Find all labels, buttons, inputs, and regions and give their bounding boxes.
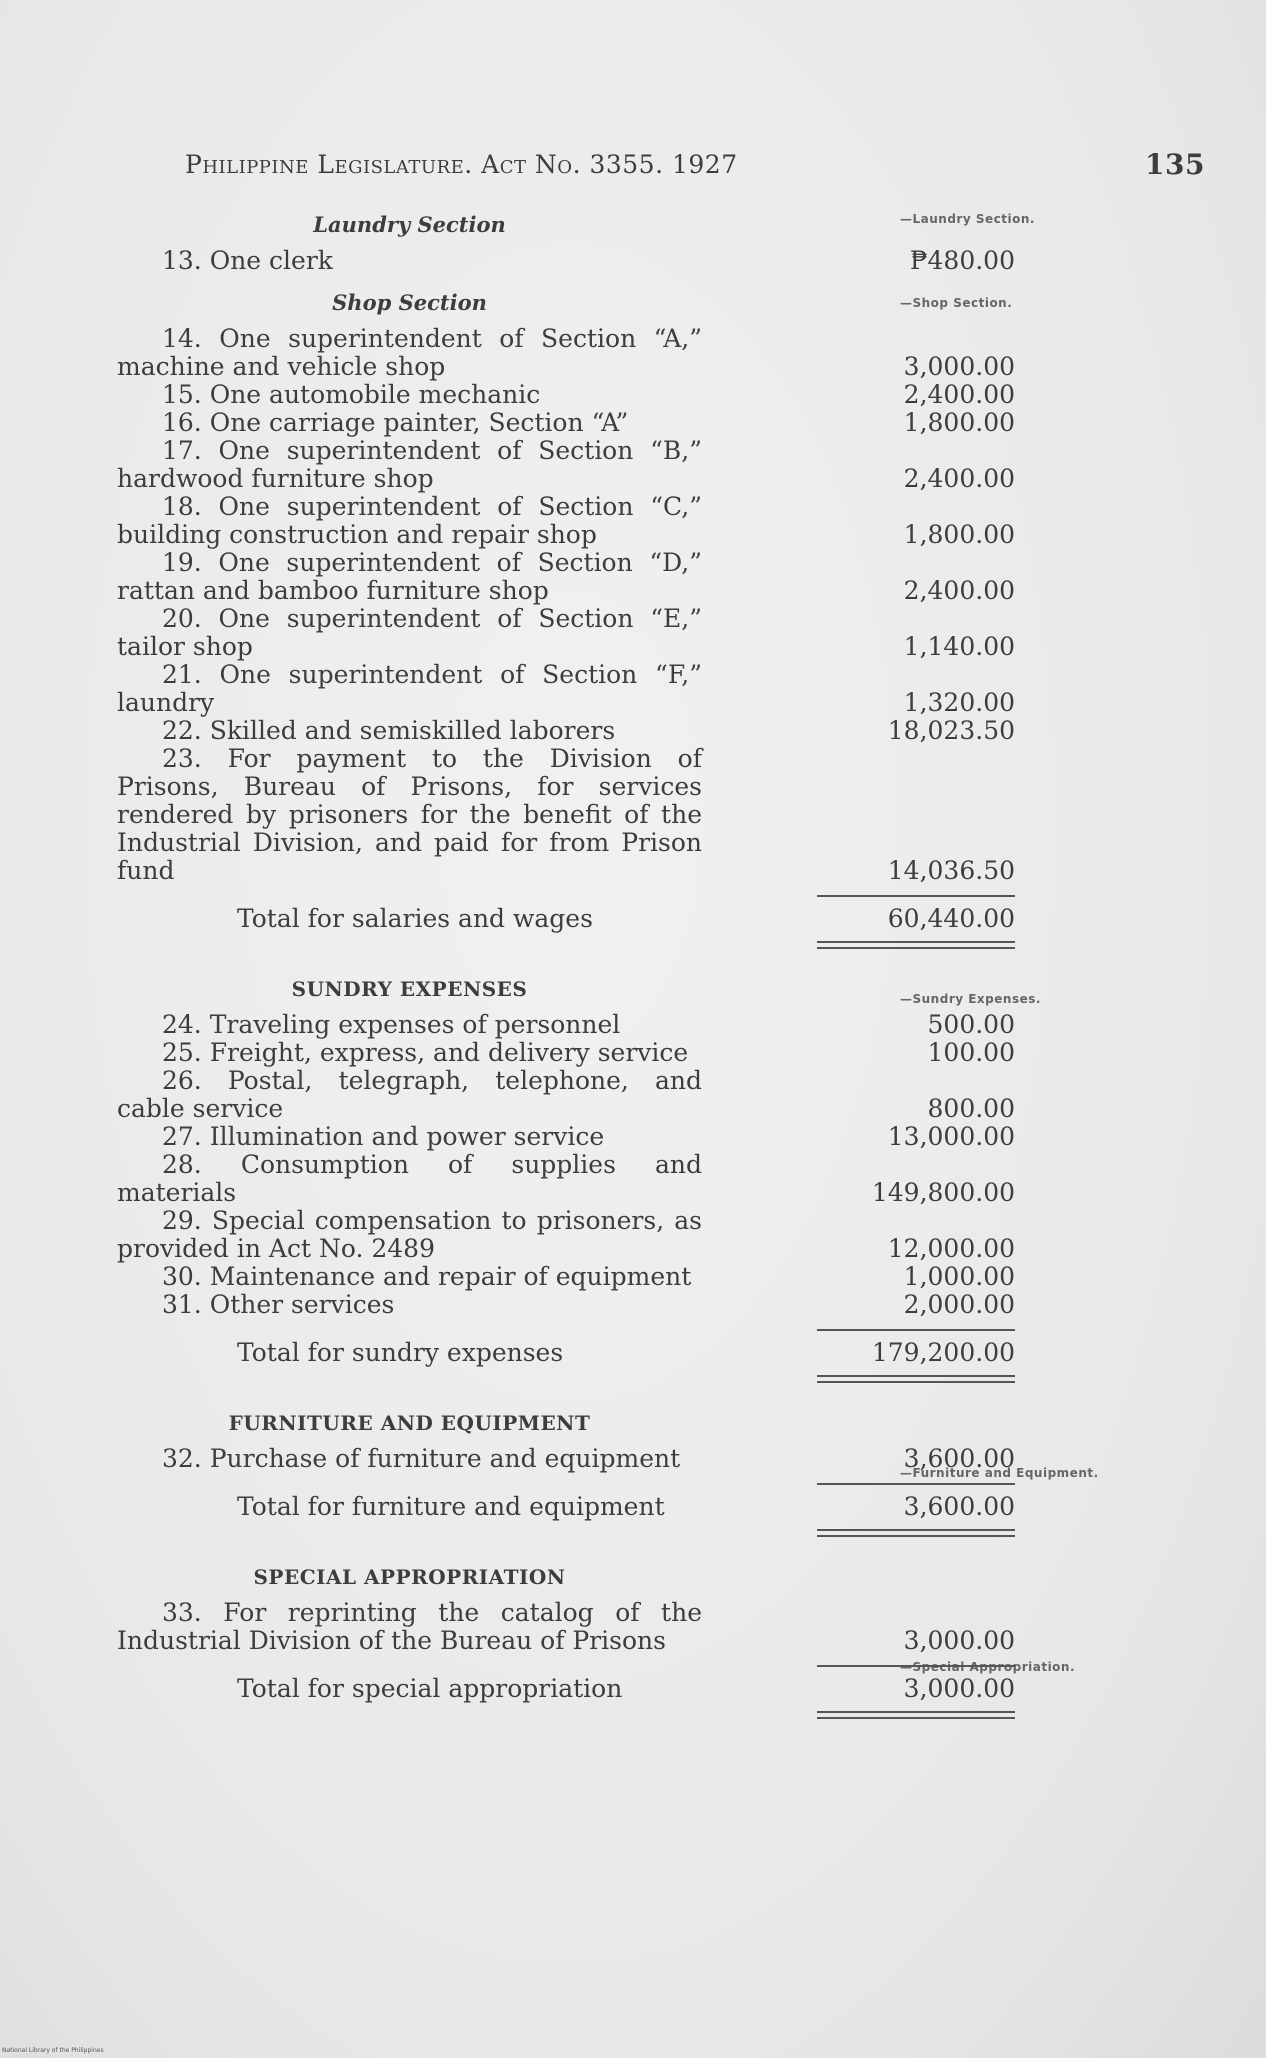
line-item xyxy=(117,1039,1117,1067)
total-label: Total for furniture and equipment xyxy=(237,1492,665,1521)
section-heading-sundry: SUNDRY EXPENSES xyxy=(291,977,528,1001)
total-double-rule xyxy=(817,1711,1015,1719)
total-rule xyxy=(817,895,1015,897)
line-item-amount: 3,000.00 xyxy=(903,352,1015,381)
line-item-amount: 3,000.00 xyxy=(903,1626,1015,1655)
total-amount: 179,200.00 xyxy=(871,1338,1015,1367)
total-row-salaries xyxy=(117,895,1117,931)
line-item-text: 30. Maintenance and repair of equipment xyxy=(162,1262,692,1291)
line-item xyxy=(117,381,1117,409)
line-item xyxy=(117,1207,1117,1263)
line-item-amount: 100.00 xyxy=(927,1038,1015,1067)
line-item xyxy=(117,247,1117,275)
line-item-amount: 12,000.00 xyxy=(887,1234,1015,1263)
total-rule xyxy=(817,1329,1015,1331)
total-label: Total for special appropriation xyxy=(237,1674,623,1703)
line-item xyxy=(117,717,1117,745)
line-item-text: 16. One carriage painter, Section “A” xyxy=(162,408,629,437)
line-item xyxy=(117,1123,1117,1151)
line-item-amount: 1,000.00 xyxy=(903,1262,1015,1291)
section-heading-laundry: Laundry Section xyxy=(313,212,506,237)
margin-note-shop: —Shop Section. xyxy=(900,296,1013,310)
total-label: Total for sundry expenses xyxy=(237,1338,564,1367)
line-item-amount: 3,600.00 xyxy=(903,1444,1015,1473)
footer-credit: National Library of the Philippines xyxy=(2,2047,104,2054)
margin-note-laundry: —Laundry Section. xyxy=(900,212,1035,226)
total-row-special xyxy=(117,1665,1117,1701)
line-item xyxy=(117,1011,1117,1039)
line-item-text: 23. For payment to the Division of Prisons, Bureau of Prisons, for services rendered by prisoners for the benefit of the Industrial Division, and paid for from Prison fund xyxy=(117,744,702,885)
line-item xyxy=(117,661,1117,717)
line-item-text: 17. One superintendent of Section “B,” hardwood furniture shop xyxy=(117,436,702,493)
total-amount: 3,000.00 xyxy=(903,1674,1015,1703)
margin-note-special: —Special Appropriation. xyxy=(900,1660,1076,1674)
line-item-text: 21. One superintendent of Section “F,” laundry xyxy=(117,660,702,717)
line-item xyxy=(117,1445,1117,1473)
line-item-text: 24. Traveling expenses of personnel xyxy=(162,1010,621,1039)
line-item xyxy=(117,745,1117,885)
line-item xyxy=(117,605,1117,661)
total-label: Total for salaries and wages xyxy=(237,904,593,933)
line-item-text: 25. Freight, express, and delivery service xyxy=(162,1038,689,1067)
line-item-amount: 1,800.00 xyxy=(903,408,1015,437)
line-item-text: 18. One superintendent of Section “C,” building construction and repair shop xyxy=(117,492,702,549)
section-heading-shop: Shop Section xyxy=(332,290,487,315)
line-item-text: 15. One automobile mechanic xyxy=(162,380,541,409)
line-item-text: 14. One superintendent of Section “A,” machine and vehicle shop xyxy=(117,324,702,381)
margin-note-sundry: —Sundry Expenses. xyxy=(900,992,1041,1006)
total-row-sundry xyxy=(117,1329,1117,1365)
line-item-text: 33. For reprinting the catalog of the Industrial Division of the Bureau of Prisons xyxy=(117,1598,702,1655)
total-double-rule xyxy=(817,941,1015,949)
section-heading-furniture: FURNITURE AND EQUIPMENT xyxy=(228,1411,591,1435)
line-item-amount: 1,140.00 xyxy=(903,632,1015,661)
line-item-text: 31. Other services xyxy=(162,1290,395,1319)
total-amount: 3,600.00 xyxy=(903,1492,1015,1521)
page-number: 135 xyxy=(1145,148,1205,181)
line-item xyxy=(117,549,1117,605)
line-item-amount: 800.00 xyxy=(927,1094,1015,1123)
line-item-text: 19. One superintendent of Section “D,” rattan and bamboo furniture shop xyxy=(117,548,702,605)
line-item-amount: 1,800.00 xyxy=(903,520,1015,549)
line-item-amount: ₱480.00 xyxy=(909,246,1015,275)
total-amount: 60,440.00 xyxy=(887,904,1015,933)
line-item xyxy=(117,1599,1117,1655)
line-item-text: 29. Special compensation to prisoners, as provided in Act No. 2489 xyxy=(117,1206,702,1263)
total-rule xyxy=(817,1483,1015,1485)
line-item-text: 27. Illumination and power service xyxy=(162,1122,605,1151)
line-item xyxy=(117,1067,1117,1123)
section-heading-special: SPECIAL APPROPRIATION xyxy=(253,1565,566,1589)
line-item-amount: 149,800.00 xyxy=(871,1178,1015,1207)
line-item-amount: 1,320.00 xyxy=(903,688,1015,717)
total-rule xyxy=(817,1665,1015,1667)
line-item xyxy=(117,325,1117,381)
total-double-rule xyxy=(817,1375,1015,1383)
line-item-text: 32. Purchase of furniture and equipment xyxy=(162,1444,681,1473)
line-item-text: 26. Postal, telegraph, telephone, and cable service xyxy=(117,1066,702,1123)
line-item xyxy=(117,409,1117,437)
line-item-amount: 13,000.00 xyxy=(887,1122,1015,1151)
total-row-furniture xyxy=(117,1483,1117,1519)
line-item-amount: 18,023.50 xyxy=(887,716,1015,745)
line-item xyxy=(117,437,1117,493)
line-item xyxy=(117,1151,1117,1207)
line-item-amount: 14,036.50 xyxy=(887,856,1015,885)
total-double-rule xyxy=(817,1529,1015,1537)
line-item-text: 22. Skilled and semiskilled laborers xyxy=(162,716,616,745)
line-item-amount: 2,000.00 xyxy=(903,1290,1015,1319)
document-body xyxy=(117,205,1117,1701)
margin-note-furniture: —Furniture and Equipment. xyxy=(900,1466,1099,1480)
line-item-amount: 2,400.00 xyxy=(903,464,1015,493)
running-title: Philippine Legislature. Act No. 3355. 1927 xyxy=(185,150,738,179)
line-item xyxy=(117,1263,1117,1291)
line-item-amount: 2,400.00 xyxy=(903,380,1015,409)
line-item-text: 28. Consumption of supplies and materials xyxy=(117,1150,702,1207)
line-item xyxy=(117,493,1117,549)
line-item-text: 20. One superintendent of Section “E,” tailor shop xyxy=(117,604,702,661)
line-item-text: 13. One clerk xyxy=(162,246,333,275)
line-item-amount: 500.00 xyxy=(927,1010,1015,1039)
line-item-amount: 2,400.00 xyxy=(903,576,1015,605)
line-item xyxy=(117,1291,1117,1319)
